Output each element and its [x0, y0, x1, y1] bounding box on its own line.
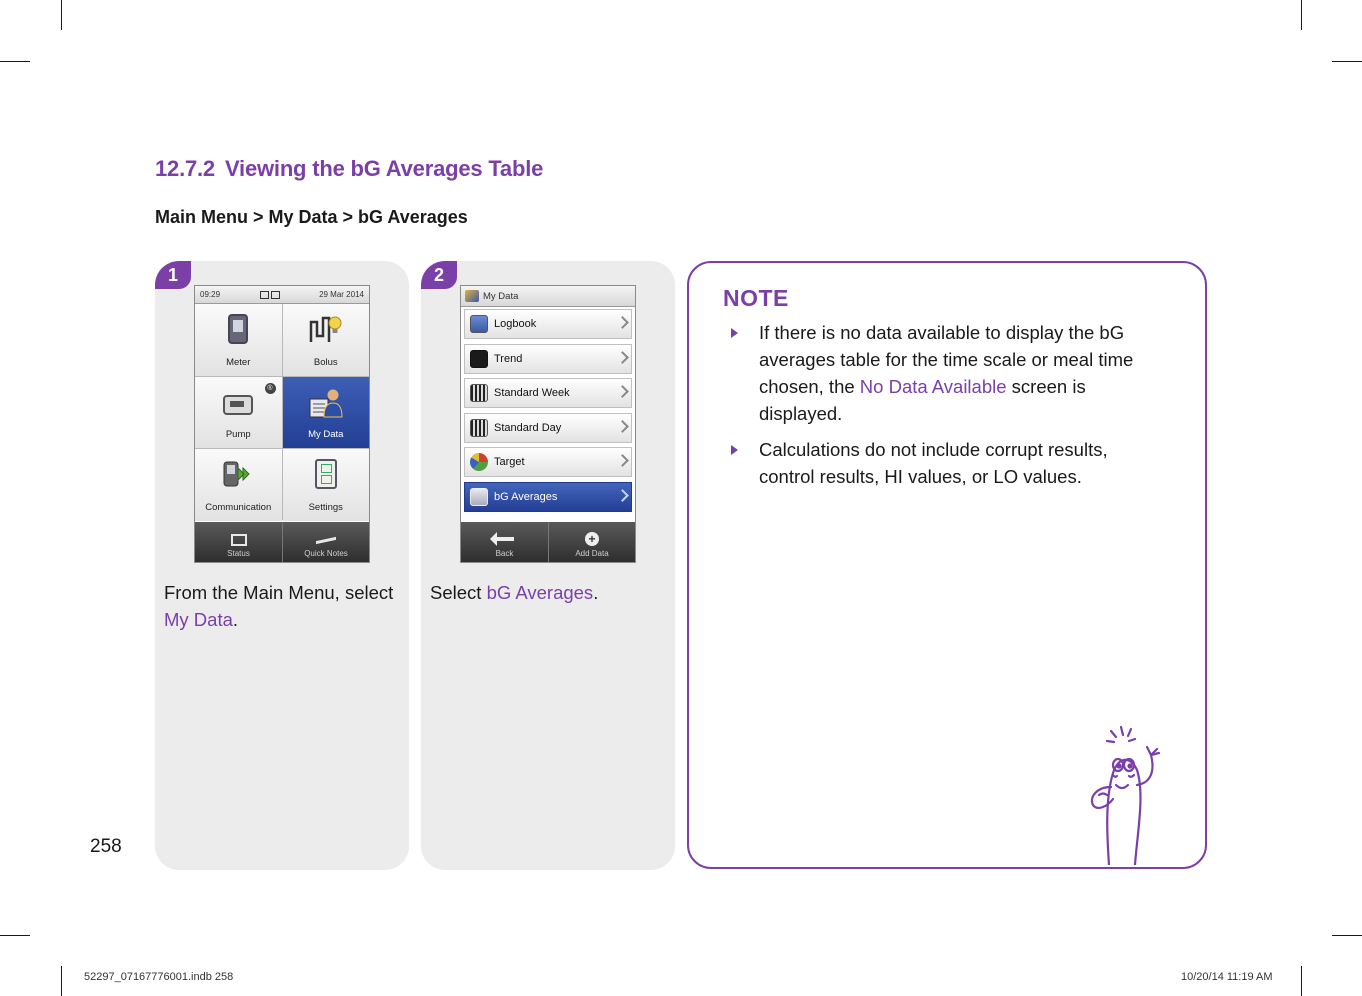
section-title-text: Viewing the bG Averages Table [224, 156, 544, 181]
chevron-right-icon [616, 489, 629, 502]
list-item-label: Standard Week [494, 387, 570, 399]
pen-icon [316, 537, 336, 544]
instruction-text: Select [430, 582, 487, 603]
step-instruction [164, 579, 400, 633]
section-number: 12.7.2 [155, 156, 215, 181]
my-data-icon [309, 387, 343, 419]
crop-mark [0, 61, 30, 62]
clock-time: 09:29 [200, 290, 221, 299]
list-item-label: Logbook [494, 318, 537, 330]
crop-mark [0, 935, 30, 936]
status-button-label: Status [227, 549, 250, 558]
pump-icon [223, 395, 253, 415]
pump-status-icon: ® [265, 383, 276, 394]
list-item-standard-week[interactable] [464, 378, 632, 408]
main-menu-grid [195, 304, 369, 520]
step-number-badge: 2 [421, 261, 457, 289]
meter-icon [228, 314, 248, 344]
note-highlight: No Data Available [859, 376, 1007, 397]
note-box [687, 261, 1207, 869]
status-icon [231, 534, 247, 546]
list-item-standard-day[interactable] [464, 413, 632, 443]
my-data-icon [465, 290, 479, 302]
tile-label: Communication [205, 501, 272, 513]
list-item-bg-averages[interactable] [464, 482, 632, 512]
list-item-label: Standard Day [494, 421, 562, 434]
battery-icon [271, 291, 280, 299]
quick-notes-button[interactable] [282, 522, 369, 562]
tile-pump[interactable] [195, 377, 282, 449]
print-slug-timestamp: 10/20/14 11:19 AM [1181, 971, 1273, 983]
status-button[interactable] [195, 522, 282, 562]
add-data-button-label: Add Data [575, 549, 609, 558]
section-title [155, 156, 543, 182]
list-item-logbook[interactable] [464, 309, 632, 339]
status-icons [260, 291, 280, 299]
step-number-badge: 1 [155, 261, 191, 289]
tile-label: Pump [225, 429, 251, 440]
mascot-illustration-icon [1085, 725, 1185, 865]
device-bottom-bar [461, 522, 635, 562]
add-data-button[interactable] [548, 522, 635, 562]
tile-my-data[interactable] [283, 377, 370, 449]
chevron-right-icon [616, 316, 629, 329]
sound-icon [260, 291, 269, 299]
crop-mark [1301, 966, 1302, 996]
note-list [727, 319, 1157, 499]
trend-icon [470, 350, 488, 368]
my-data-list [461, 307, 635, 512]
screen-title: My Data [483, 290, 519, 302]
step-instruction [430, 579, 666, 606]
bolus-icon [309, 314, 343, 344]
back-arrow-icon [496, 537, 514, 541]
standard-day-icon [470, 419, 488, 437]
crop-mark [1301, 0, 1302, 30]
crop-mark [1332, 61, 1362, 62]
status-bar [195, 286, 369, 304]
quick-notes-button-label: Quick Notes [304, 549, 348, 558]
back-button[interactable] [461, 522, 548, 562]
chevron-right-icon [616, 420, 629, 433]
settings-icon [315, 459, 337, 489]
crop-mark [61, 0, 62, 30]
chevron-right-icon [616, 454, 629, 467]
standard-week-icon [470, 384, 488, 402]
screen-title-bar [461, 286, 635, 307]
step-1-panel [155, 261, 409, 870]
note-text: If there is no data available to display the bG averages table for the time scale or meal time chosen, the [759, 322, 1134, 397]
target-icon [470, 453, 488, 471]
note-item [727, 319, 1157, 427]
back-button-label: Back [495, 549, 514, 558]
print-slug-file: 52297_07167776001.indb 258 [84, 971, 234, 983]
instruction-highlight: bG Averages [486, 582, 594, 603]
instruction-end: . [232, 609, 239, 630]
page-number: 258 [90, 836, 122, 857]
clock-date: 29 Mar 2014 [319, 290, 364, 299]
plus-icon: + [585, 532, 599, 546]
tile-bolus[interactable] [283, 304, 370, 376]
menu-path: Main Menu > My Data > bG Averages [155, 207, 468, 227]
note-text-end: screen is displayed. [759, 376, 1086, 424]
step-2-panel [421, 261, 675, 870]
tile-label: Settings [308, 501, 343, 513]
instruction-highlight: My Data [164, 609, 233, 630]
note-text: Calculations do not include corrupt results, control results, HI values, or LO values. [759, 439, 1108, 487]
list-item-label: bG Averages [494, 490, 558, 503]
device-screen-main-menu [194, 285, 370, 563]
list-item-trend[interactable] [464, 344, 632, 374]
tile-label: My Data [308, 429, 344, 440]
list-item-label: Trend [494, 352, 523, 365]
chevron-right-icon [616, 385, 629, 398]
crop-mark [61, 966, 62, 996]
device-bottom-bar [195, 522, 369, 562]
tile-settings[interactable] [283, 449, 370, 521]
chevron-right-icon [616, 351, 629, 364]
list-item-label: Target [494, 456, 525, 468]
tile-meter[interactable] [195, 304, 282, 376]
tile-label: Meter [226, 356, 251, 368]
note-title: NOTE [723, 285, 789, 311]
device-screen-my-data [460, 285, 636, 563]
crop-mark [1332, 935, 1362, 936]
list-item-target[interactable] [464, 447, 632, 477]
bg-averages-icon [470, 488, 488, 506]
instruction-text: From the Main Menu, select [164, 582, 394, 603]
tile-label: Bolus [313, 356, 338, 368]
instruction-end: . [593, 582, 599, 603]
note-item [727, 436, 1157, 490]
communication-icon [222, 459, 254, 489]
logbook-icon [470, 315, 488, 333]
tile-communication[interactable] [195, 449, 282, 521]
